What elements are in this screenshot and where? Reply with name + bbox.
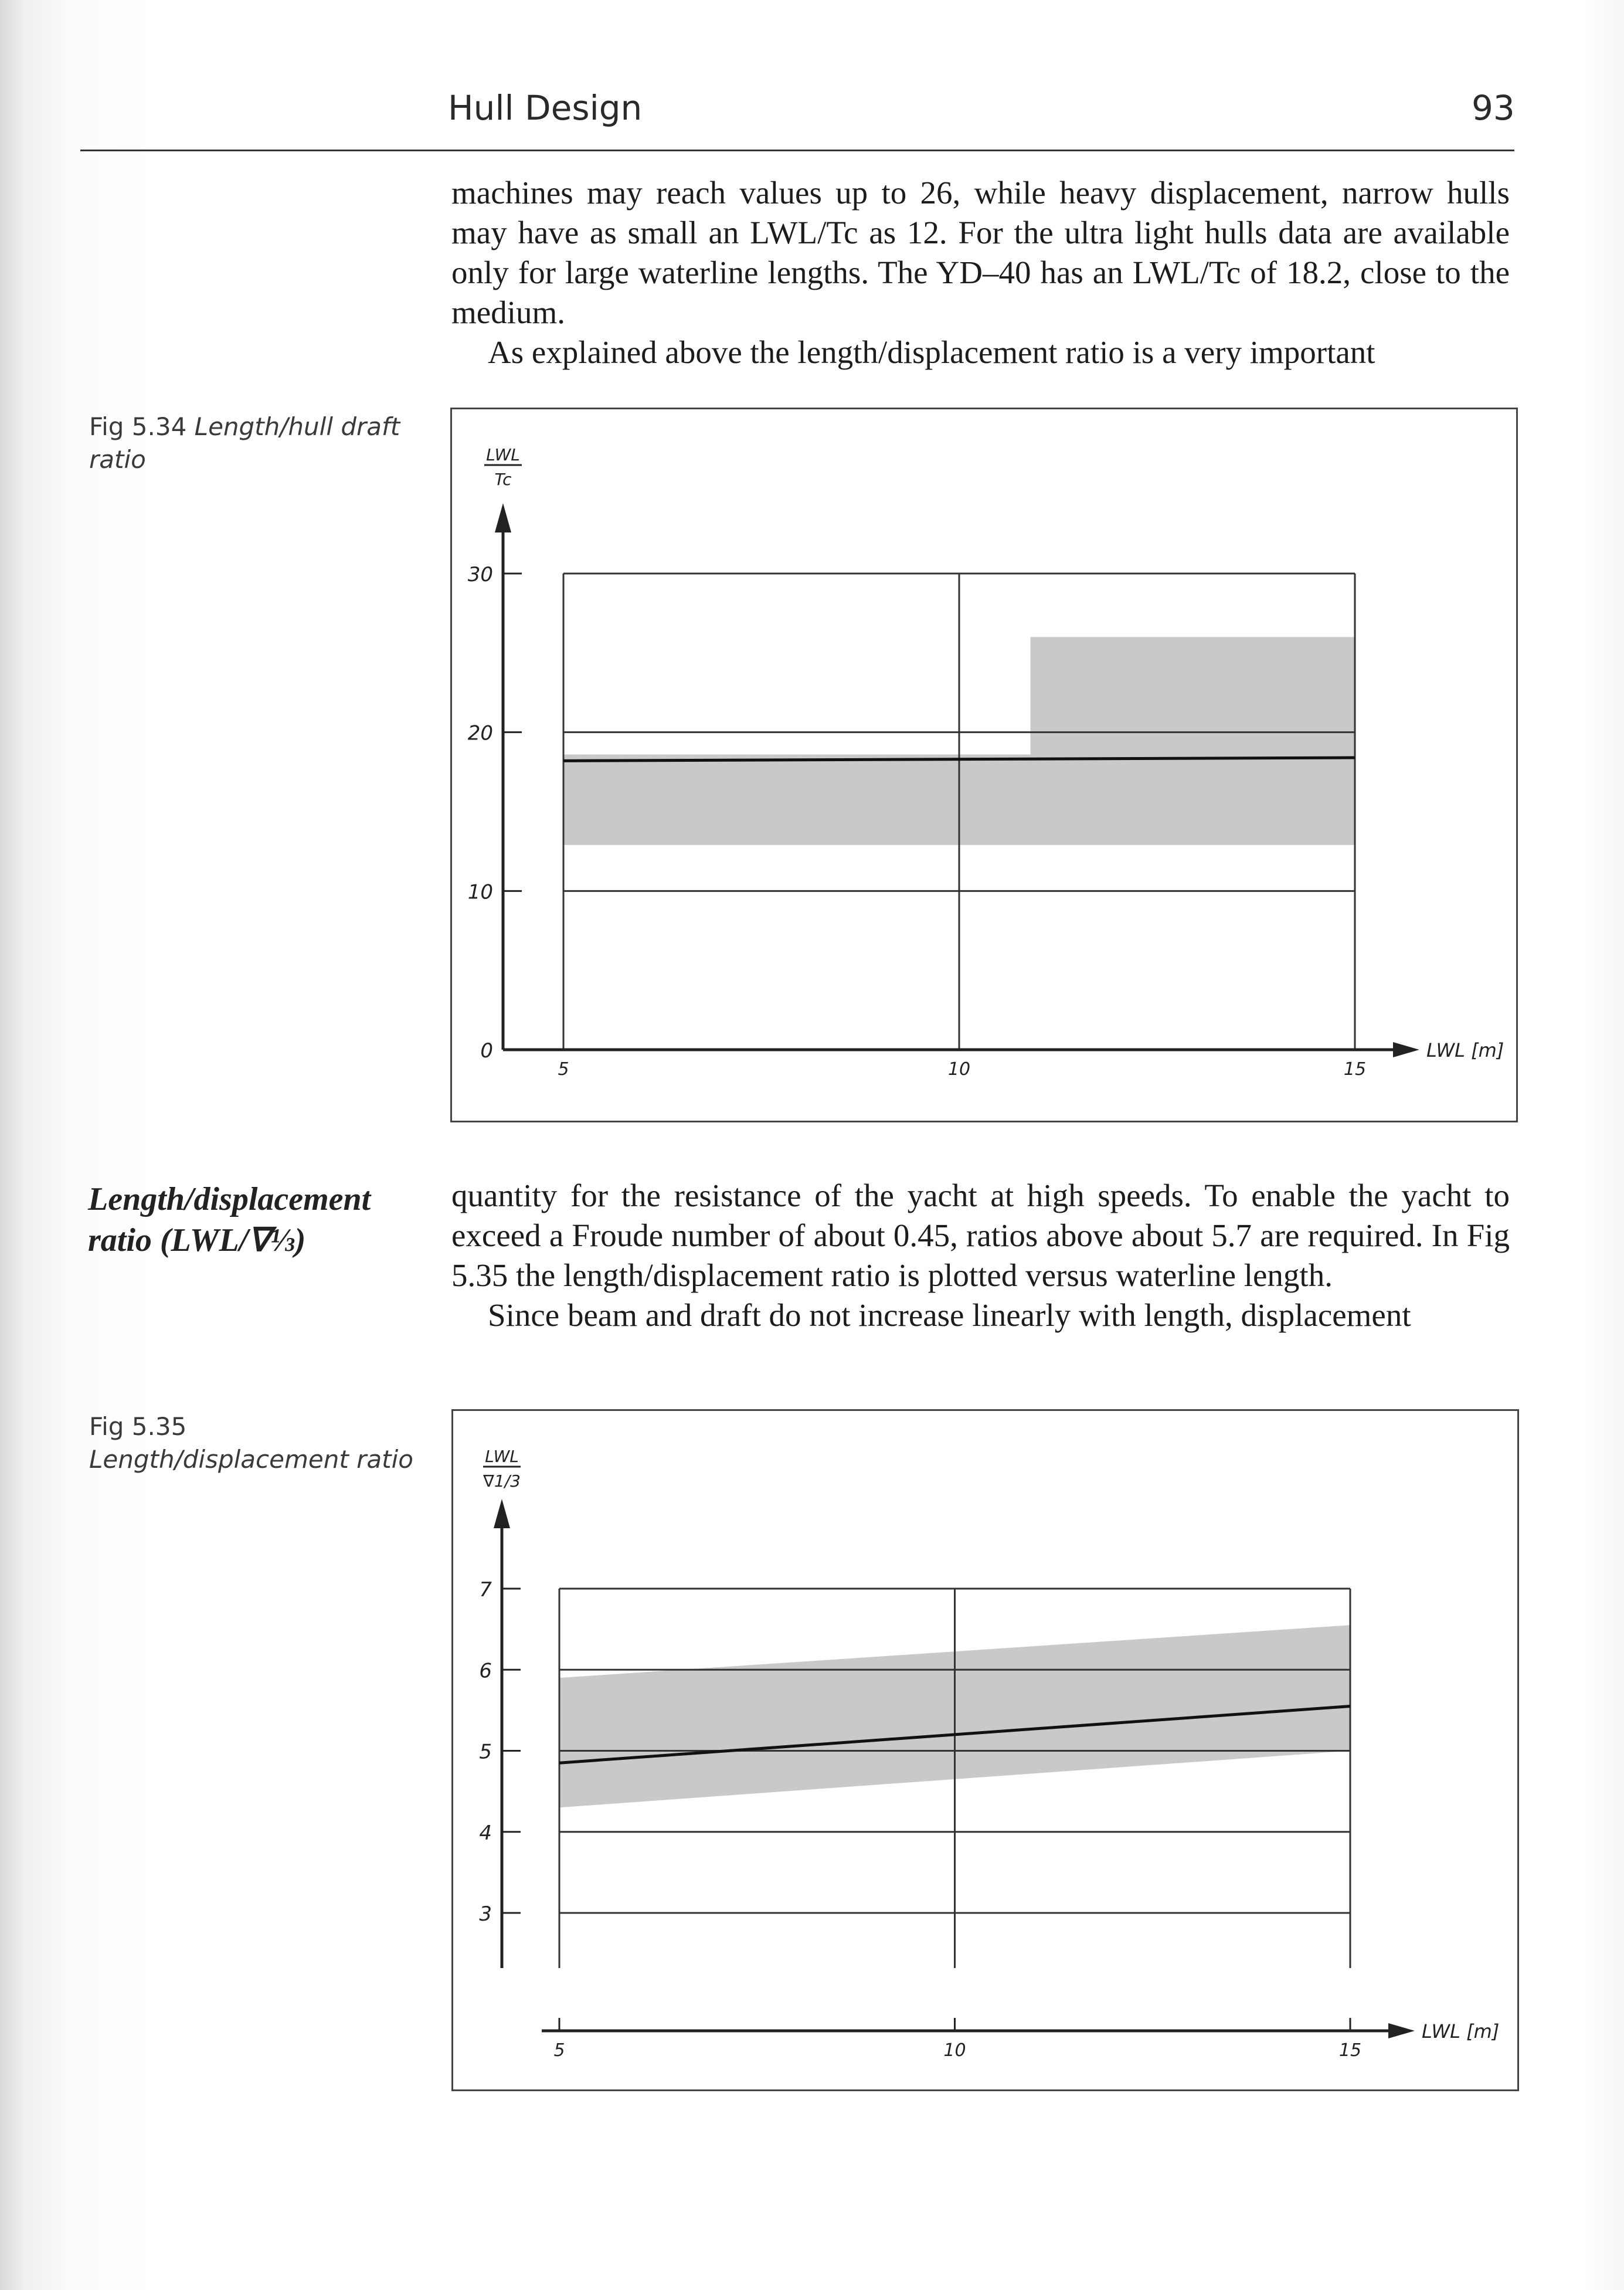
x-axis-label: LWL [m] xyxy=(1426,1039,1504,1061)
figure-2-number: Fig 5.35 xyxy=(89,1412,187,1441)
running-head: Hull Design xyxy=(448,88,643,128)
y-tick-label-30: 30 xyxy=(467,563,493,586)
x-tick-label-5: 5 xyxy=(558,1059,569,1080)
header-rule xyxy=(80,150,1514,151)
figure-2-title: Length/displacement ratio xyxy=(89,1445,413,1474)
figure-2-frame xyxy=(451,1409,1519,2091)
paragraph-1: machines may reach values up to 26, while heavy displacement, narrow hulls may have as small an LWL/Tc as 12. For the ultra light hulls data are available only for large waterline lengths. The YD–40 has an LWL/Tc of 18.2, close to the medium. xyxy=(451,175,1510,330)
x-tick-label-15: 15 xyxy=(1338,2040,1362,2061)
figure-1-number: Fig 5.34 xyxy=(89,412,187,441)
figure-1-title: Length/hull draft ratio xyxy=(89,412,400,474)
paragraph-2: As explained above the length/displacement ratio is a very important xyxy=(488,334,1375,370)
y-tick-label-0: 0 xyxy=(480,1039,493,1063)
y-tick-label-3: 3 xyxy=(479,1902,492,1926)
y-tick-label-20: 20 xyxy=(467,721,493,745)
y-axis-arrow xyxy=(494,1499,510,1528)
figure-2-caption xyxy=(89,1410,429,1476)
y-tick-label-5: 5 xyxy=(479,1740,492,1764)
figure-2-chart xyxy=(453,1411,1517,2089)
paragraph-4: Since beam and draft do not increase linearly with length, displacement xyxy=(488,1297,1411,1333)
text-block-1 xyxy=(451,173,1510,372)
figure-1-frame xyxy=(450,408,1518,1122)
figure-1-chart xyxy=(452,409,1516,1121)
section-sidenote xyxy=(88,1179,440,1261)
figure-1-caption xyxy=(89,410,417,476)
x-axis-arrow xyxy=(1388,2023,1415,2038)
paragraph-3: quantity for the resistance of the yacht at high speeds. To enable the yacht to exceed a Froude number of about 0.45, ratios above about 5.7 are required. In Fig 5.35 the length/displacement ratio is plotted versus waterline length. xyxy=(451,1178,1510,1293)
x-tick-label-10: 10 xyxy=(947,1059,971,1080)
y-axis-label-denominator: ∇1/3 xyxy=(483,1471,521,1491)
y-axis-label-numerator: LWL xyxy=(486,445,520,464)
sidenote-line-1: Length/displacement xyxy=(88,1181,371,1217)
text-block-2 xyxy=(451,1176,1510,1335)
x-axis-arrow xyxy=(1393,1042,1419,1057)
y-axis-arrow xyxy=(495,503,511,532)
x-tick-label-15: 15 xyxy=(1343,1059,1367,1080)
y-tick-label-10: 10 xyxy=(467,880,493,904)
sidenote-line-2: ratio (LWL/∇⅓) xyxy=(88,1222,306,1258)
y-tick-label-4: 4 xyxy=(479,1821,492,1845)
y-axis-label-numerator: LWL xyxy=(485,1447,519,1466)
y-axis-label-denominator: Tc xyxy=(494,470,512,489)
x-axis-label: LWL [m] xyxy=(1422,2020,1500,2043)
x-tick-label-5: 5 xyxy=(553,2040,565,2061)
page-number: 93 xyxy=(1472,88,1515,128)
y-tick-label-6: 6 xyxy=(479,1659,492,1683)
y-tick-label-7: 7 xyxy=(479,1578,492,1602)
band-ultra-light xyxy=(1031,637,1355,754)
x-tick-label-10: 10 xyxy=(943,2040,966,2061)
